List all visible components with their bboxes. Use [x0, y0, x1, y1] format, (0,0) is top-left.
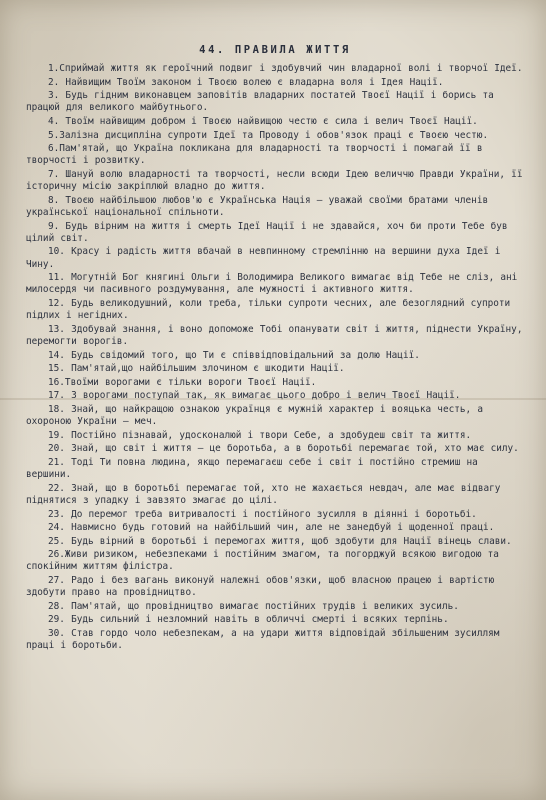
rule-item: 29. Будь сильний і незломний навіть в обличчі смерті і всяких терпінь.	[48, 614, 449, 626]
rule-item: 22. Знай, що в боротьбі перемагає той, хто не жахається невдач, але має відвагу піднятися з упадку і завзято змагає до цілі.	[26, 482, 501, 506]
rule-item: 14. Будь свідомий того, що Ти є співвідповідальний за долю Нації.	[48, 349, 420, 361]
rule-item: 8. Твоєю найбільшою любов'ю є Українська Нація — уважай своїми братами членів української національної спільноти.	[26, 194, 489, 218]
rule-item: 12. Будь великодушний, коли треба, тільки супроти чесних, але безоглядний супроти підлих і негідних.	[26, 297, 511, 322]
rule-item: 9. Будь вірним на життя і смерть Ідеї Нації і не здавайся, хоч би проти Тебе був цілий світ.	[26, 220, 508, 244]
rule-item: 24. Навмисно будь готовий на найбільший чин, але не занедбуй і щоденної праці.	[48, 522, 495, 534]
rule-item: 17. З ворогами поступай так, як вимагає цього добро і велич Твоєї Нації.	[48, 390, 461, 402]
rule-item: 3. Будь гідним виконавцем заповітів владарних постатей Твоєї Нації і борись та працюй для великого майбутнього.	[26, 90, 494, 114]
rule-item: 30. Став гордо чоло небезпекам, а на удари життя відповідай збільшеним зусиллям праці і боротьби.	[26, 628, 500, 652]
rule-item: 20. Знай, що світ і життя — це боротьба, а в боротьбі перемагає той, хто має силу.	[48, 443, 519, 455]
rule-item: 6.Пам'ятай, що Україна покликана для владарності та творчості і помагай її в творчості і розвитку.	[26, 143, 483, 167]
rule-item: 27. Радо і без вагань виконуй належні обов'язки, щоб власною працею і вартістю здобути право на провідництво.	[26, 575, 495, 599]
rule-item: 2. Найвищим Твоїм законом і Твоєю волею є владарна воля і Ідея Нації.	[48, 76, 444, 88]
rule-item: 19. Постійно пізнавай, удосконалюй і твори Себе, а здобудеш світ та життя.	[48, 429, 472, 441]
rule-item: 4. Твоїм найвищим добром і Твоєю найвищою честю є сила і велич Твоєї Нації.	[48, 115, 478, 127]
rule-item: 18. Знай, що найкращою ознакою українця є мужній характер і вояцька честь, а охороною України — меч.	[26, 403, 483, 428]
rule-item: 1.Сприймай життя як героїчний подвиг і здобувчий чин владарної волі і творчої Ідеї.	[48, 63, 523, 74]
rule-item: 23. До перемог треба витривалості і постійного зусилля в діянні і боротьбі.	[48, 508, 477, 520]
rule-item: 7. Шануй волю владарності та творчості, несли всюди Ідею величчю Правди України, її історичну місію закріплюй владно до життя.	[26, 168, 523, 193]
rule-item: 11. Могутній Бог княгині Ольги і Володимира Великого вимагає від Тебе не сліз, ані милосердя чи пасивного роздумування, але мужності і активного життя.	[26, 272, 518, 296]
rule-item: 26.Живи ризиком, небезпеками і постійним змагом, та погорджуй всякою вигодою та спокійним життям філістра.	[26, 549, 499, 573]
rule-item: 21. Тоді Ти повна людина, якщо перемагаєш себе і світ і постійно стремиш на вершини.	[26, 456, 478, 481]
document-title: 44. ПРАВИЛА ЖИТТЯ	[199, 44, 351, 56]
rule-item: 28. Пам'ятай, що провідництво вимагає постійних трудів і великих зусиль.	[48, 600, 459, 612]
rules-list	[26, 63, 524, 652]
rule-item: 15. Пам'ятай,що найбільшим злочином є шкодити Нації.	[48, 363, 345, 375]
rule-item: 25. Будь вірний в боротьбі і перемогах життя, щоб здобути для Нації вінець слави.	[48, 535, 512, 547]
rule-item: 10. Красу і радість життя вбачай в невпинному стремлінню на вершини духа Ідеї і Чину.	[26, 246, 501, 270]
rule-item: 5.Залізна дисципліна супроти Ідеї та Проводу і обов'язок праці є Твоєю честю.	[48, 129, 489, 141]
rule-item: 13. Здобувай знання, і воно допоможе Тобі опанувати світ і життя, піднести Україну, перемогти ворогів.	[26, 323, 523, 347]
rule-item: 16.Твоїми ворогами є тільки вороги Твоєї Нації.	[48, 376, 317, 388]
